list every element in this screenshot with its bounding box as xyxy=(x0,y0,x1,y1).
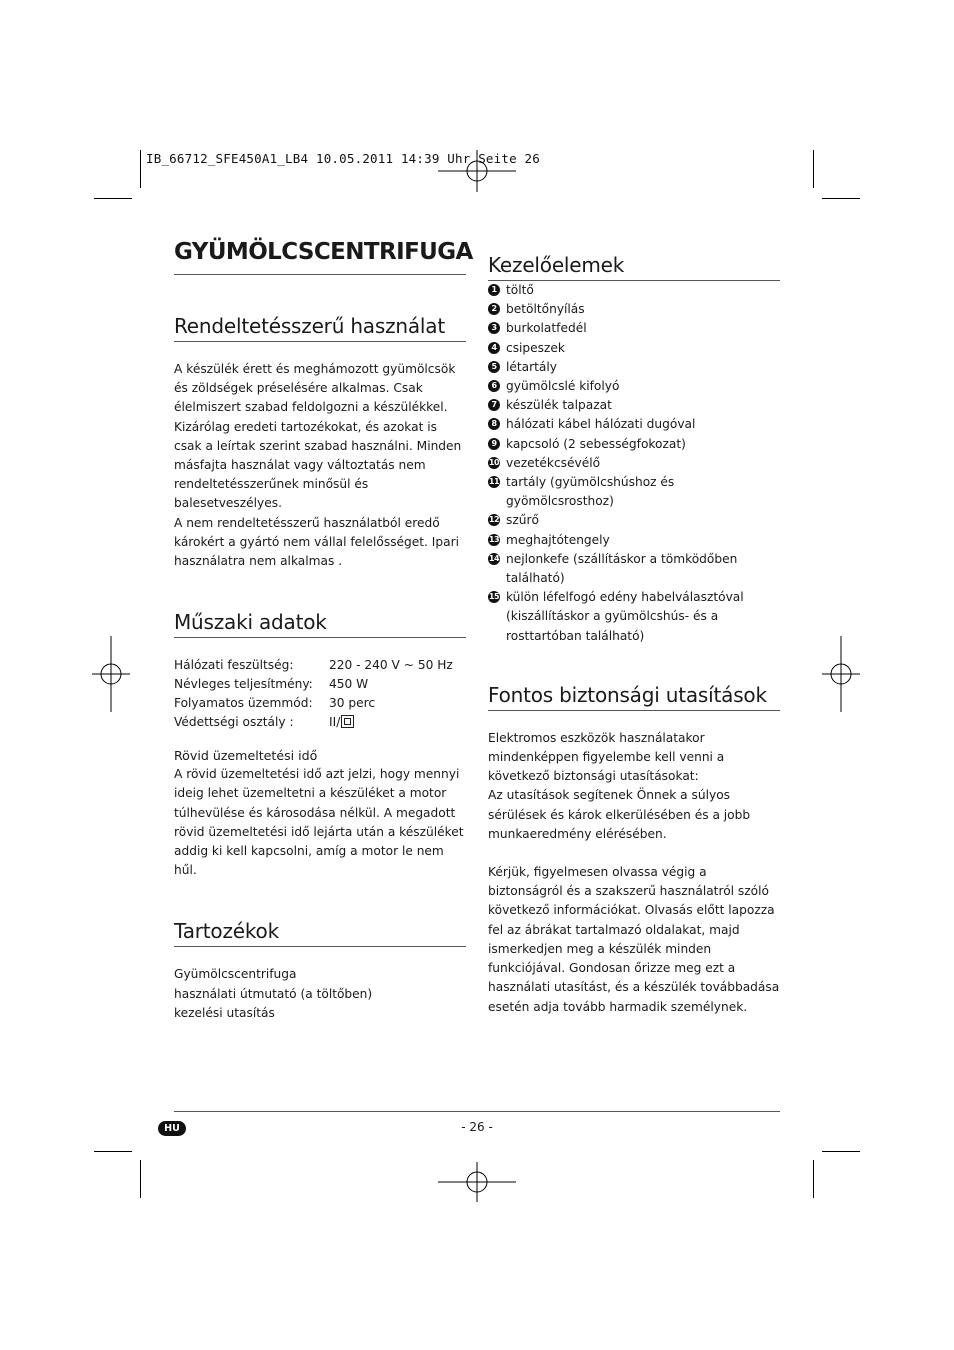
print-slug: IB_66712_SFE450A1_LB4 10.05.2011 14:39 Uhr Seite 26 xyxy=(146,151,541,166)
registration-mark-left xyxy=(92,636,130,712)
number-badge-icon: 13 xyxy=(488,534,500,544)
control-label: szűrő xyxy=(506,513,539,528)
control-label: tartály (gyümölcshúshoz és gyömölcsrosthoz) xyxy=(506,475,675,509)
registration-mark-right xyxy=(822,636,860,712)
number-badge-icon: 9 xyxy=(488,438,500,450)
control-label: készülék talpazat xyxy=(506,398,612,413)
right-column xyxy=(488,252,780,1017)
control-label: töltő xyxy=(506,283,534,297)
number-badge-icon: 15 xyxy=(488,592,500,602)
number-badge-icon: 12 xyxy=(488,515,500,525)
page-title: GYÜMÖLCSCENTRIFUGA xyxy=(174,238,466,275)
accessories-section xyxy=(174,918,466,1023)
crop-mark xyxy=(140,150,141,188)
number-badge-icon: 2 xyxy=(488,303,500,315)
list-item xyxy=(488,319,780,338)
technical-data-section xyxy=(174,609,466,880)
control-label: kapcsoló (2 sebességfokozat) xyxy=(506,436,686,451)
spec-value: 450 W xyxy=(329,677,369,692)
table-row xyxy=(174,675,453,694)
list-item xyxy=(488,300,780,319)
spec-value: 30 perc xyxy=(329,696,376,711)
safety-heading: Fontos biztonsági utasítások xyxy=(488,682,780,711)
number-badge-icon: 4 xyxy=(488,342,500,354)
table-row xyxy=(174,694,453,713)
intended-use-section xyxy=(174,313,466,571)
list-item xyxy=(488,454,780,473)
list-item xyxy=(488,396,780,415)
control-label: burkolatfedél xyxy=(506,321,587,336)
short-operation-text: A rövid üzemeltetési idő azt jelzi, hogy mennyi ideig lehet üzemeltetni a készüléket a motor túlhevülése és károsodása nélkül. A megadott rövid üzemeltetési idő lejárta után a készüléket addig ki kell kapcsolni, amíg a motor le nem hűl. xyxy=(174,767,464,878)
page-number: - 26 - xyxy=(461,1120,493,1134)
language-badge: HU xyxy=(158,1121,186,1136)
crop-mark xyxy=(94,1151,132,1152)
list-item xyxy=(488,339,780,358)
crop-mark xyxy=(822,1151,860,1152)
list-item xyxy=(488,377,780,396)
footer-rule xyxy=(174,1111,780,1112)
spec-label: Névleges teljesítmény: xyxy=(174,677,313,692)
registration-mark-bottom xyxy=(438,1162,516,1202)
spec-value: 220 - 240 V ~ 50 Hz xyxy=(329,658,453,673)
intended-use-heading: Rendeltetésszerű használat xyxy=(174,313,466,342)
accessory-item: használati útmutató (a töltőben) xyxy=(174,986,373,1001)
crop-mark xyxy=(813,150,814,188)
list-item xyxy=(488,550,780,588)
list-item xyxy=(488,473,780,511)
list-item xyxy=(488,415,780,434)
crop-mark xyxy=(813,1160,814,1198)
intended-use-paragraph: A nem rendeltetésszerű használatból eredő károkért a gyártó nem vállal felelősséget. Ipari használatra nem alkalmas . xyxy=(174,515,459,569)
spec-label: Folyamatos üzemmód: xyxy=(174,696,313,711)
list-item xyxy=(488,281,780,300)
control-label: csipeszek xyxy=(506,340,565,355)
controls-list xyxy=(488,281,780,646)
control-label: meghajtótengely xyxy=(506,532,610,547)
number-badge-icon: 8 xyxy=(488,418,500,430)
intended-use-paragraph: A készülék érett és meghámozott gyümölcsök és zöldségek préselésére alkalmas. Csak élelmiszert szabad feldolgozni a készülékkel. Kizárólag eredeti tartozékokat, és azokat is csak a leírtak szerint szabad használni. Minden másfajta használat vagy változtatás nem rendeltetésszerűnek minősül és balesetveszélyes. xyxy=(174,362,462,511)
control-label: gyümölcslé kifolyó xyxy=(506,379,620,394)
safety-paragraph: Kérjük, figyelmesen olvassa végig a biztonságról és a szakszerű használatról szóló következő információkat. Olvasás előtt lapozza fel az ábrákat tartalmazó oldalakat, majd ismerkedjen meg a készülék minden funkciójával. Gondosan őrizze meg ezt a használati utasítást, és a készülék továbbadása esetén adja tovább harmadik személynek. xyxy=(488,865,780,1014)
number-badge-icon: 11 xyxy=(488,477,500,487)
safety-paragraph: Elektromos eszközök használatakor mindenképpen figyelembe kell venni a következő biztonsági utasításokat: xyxy=(488,730,725,784)
safety-paragraph: Az utasítások segítenek Önnek a súlyos sérülések és károk elkerülésében és a jobb munkaeredmény elérésében. xyxy=(488,788,751,841)
control-label: hálózati kábel hálózati dugóval xyxy=(506,417,696,432)
accessory-item: Gyümölcscentrifuga xyxy=(174,967,297,982)
control-label: nejlonkefe (szállításkor a tömködőben található) xyxy=(506,551,738,586)
list-item xyxy=(488,588,780,646)
control-label: vezetékcsévélő xyxy=(506,455,601,470)
number-badge-icon: 6 xyxy=(488,380,500,392)
controls-heading: Kezelőelemek xyxy=(488,252,780,281)
crop-mark xyxy=(94,198,132,199)
controls-section xyxy=(488,252,780,646)
control-label: létartály xyxy=(506,359,557,374)
crop-mark xyxy=(822,198,860,199)
accessories-heading: Tartozékok xyxy=(174,918,466,947)
specs-table xyxy=(174,656,453,732)
table-row xyxy=(174,713,453,732)
protection-class-icon xyxy=(341,715,354,728)
technical-data-heading: Műszaki adatok xyxy=(174,609,466,638)
number-badge-icon: 5 xyxy=(488,361,500,373)
list-item xyxy=(488,358,780,377)
number-badge-icon: 1 xyxy=(488,284,500,296)
safety-section xyxy=(488,682,780,1017)
number-badge-icon: 10 xyxy=(488,457,500,467)
table-row xyxy=(174,656,453,675)
spec-label: Védettségi osztály : xyxy=(174,715,294,730)
number-badge-icon: 3 xyxy=(488,322,500,334)
spec-value-cell xyxy=(329,713,453,732)
list-item xyxy=(488,531,780,550)
control-label: betöltőnyílás xyxy=(506,302,585,317)
control-label: külön léfelfogó edény habelválasztóval (kiszállításkor a gyümölcshús- és a rosttartóban található) xyxy=(506,590,744,643)
list-item xyxy=(488,435,780,454)
spec-value: II/ xyxy=(329,715,341,730)
crop-mark xyxy=(140,1160,141,1198)
number-badge-icon: 7 xyxy=(488,399,500,411)
accessory-item: kezelési utasítás xyxy=(174,1005,275,1020)
short-operation-heading: Rövid üzemeltetési idő xyxy=(174,748,318,764)
spec-label: Hálózati feszültség: xyxy=(174,658,294,673)
list-item xyxy=(488,511,780,530)
left-column xyxy=(174,238,473,1023)
number-badge-icon: 14 xyxy=(488,553,500,563)
